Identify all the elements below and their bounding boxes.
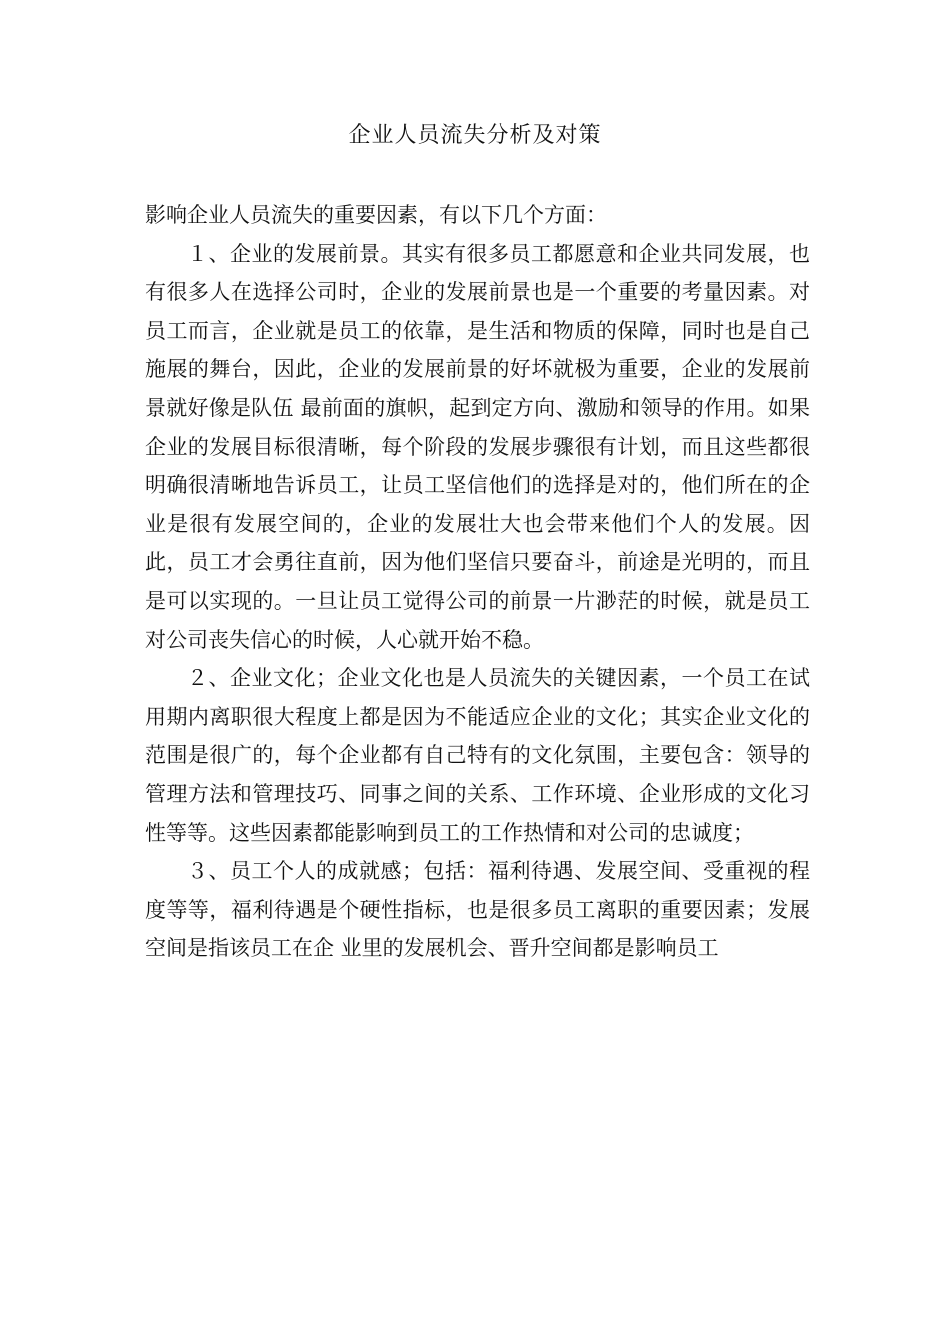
document-title: 企业人员流失分析及对策 — [348, 123, 602, 148]
paragraph-personal-achievement: ３、员工个人的成就感；包括：福利待遇、发展空间、受重视的程度等等，福利待遇是个硬性指标，也是很多员工离职的重要因素；发展空间是指该员工在企 业里的发展机会、晋升空间都是影响员工 — [145, 859, 810, 961]
paragraph-corporate-culture: ２、企业文化；企业文化也是人员流失的关键因素，一个员工在试用期内离职很大程度上都是因为不能适应企业的文化；其实企业文化的范围是很广的，每个企业都有自己特有的文化氛围，主要包含：领导的管理方法和管理技巧、同事之间的关系、工作环境、企业形成的文化习性等等。这些因素都能影响到员工的工作热情和对公司的忠诚度； — [145, 666, 810, 845]
document-body — [145, 196, 810, 968]
intro-paragraph: 影响企业人员流失的重要因素，有以下几个方面： — [145, 203, 607, 227]
paragraph-development-prospects: １、企业的发展前景。其实有很多员工都愿意和企业共同发展，也有很多人在选择公司时，企业的发展前景也是一个重要的考量因素。对员工而言，企业就是员工的依靠，是生活和物质的保障，同时也是自己施展的舞台，因此，企业的发展前景的好坏就极为重要，企业的发展前景就好像是队伍 最前面的旗帜，起到定方向、激励和领导的作用。如果企业的发展目标很清晰，每个阶段的发展步骤很有计划，而且这些都很明确很清晰地告诉员工，让员工坚信他们的选择是对的，他们所在的企业是很有发展空间的，企业的发展壮大也会带来他们个人的发展。因此，员工才会勇往直前，因为他们坚信只要奋斗，前途是光明的，而且是可以实现的。一旦让员工觉得公司的前景一片渺茫的时候，就是员工对公司丧失信心的时候，人心就开始不稳。 — [145, 241, 810, 652]
